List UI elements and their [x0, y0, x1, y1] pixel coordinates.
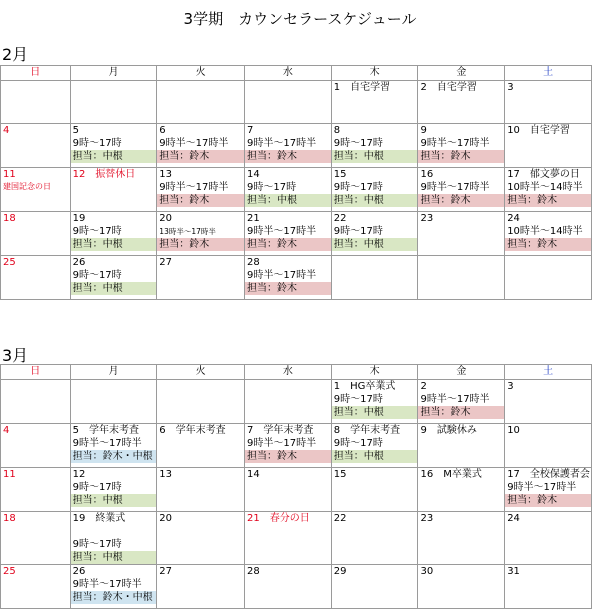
day-number: 15	[333, 469, 347, 480]
counselor-assignment: 担当：中根	[71, 551, 157, 564]
week-row	[1, 565, 592, 609]
day-number: 20	[159, 513, 173, 524]
day-number: 9	[420, 125, 427, 136]
day-cell	[70, 212, 157, 256]
day-number: 30	[420, 566, 434, 577]
day-event: HG卒業式	[350, 381, 396, 392]
day-cell	[157, 212, 245, 256]
week-row	[1, 81, 592, 124]
day-cell	[331, 565, 418, 609]
day-cell	[157, 512, 245, 565]
counselor-assignment: 担当：中根	[332, 150, 418, 163]
day-cell	[157, 124, 245, 168]
weekday-header: 金	[418, 365, 505, 380]
day-number: 7	[247, 425, 254, 436]
day-cell	[418, 81, 505, 124]
day-cell	[70, 168, 157, 212]
day-cell	[1, 380, 71, 424]
counselor-assignment: 担当：中根	[332, 194, 418, 207]
counselor-assignment: 担当：鈴木	[418, 150, 504, 163]
calendar-february	[0, 65, 592, 300]
day-number: 27	[159, 257, 173, 268]
day-cell	[157, 565, 245, 609]
day-cell	[418, 380, 505, 424]
day-cell	[1, 512, 71, 565]
day-cell	[331, 256, 418, 300]
weekday-header: 木	[331, 365, 418, 380]
counseling-hours: 9時～17時	[333, 438, 383, 449]
week-row	[1, 424, 592, 468]
day-number: 28	[247, 566, 260, 577]
day-cell	[1, 81, 71, 124]
day-number: 19	[72, 513, 86, 524]
day-number: 14	[247, 169, 260, 180]
counseling-hours: 9時～17時	[333, 226, 383, 237]
day-number: 20	[159, 213, 173, 224]
counseling-hours: 9時～17時	[72, 138, 122, 149]
counselor-assignment: 担当：中根	[245, 194, 331, 207]
day-cell	[70, 380, 157, 424]
day-number: 21	[247, 213, 260, 224]
day-cell	[1, 468, 71, 512]
day-number: 21	[247, 513, 260, 524]
day-cell	[418, 565, 505, 609]
day-event: 終業式	[95, 513, 126, 524]
counselor-assignment: 担当：鈴木	[505, 494, 591, 507]
counseling-hours: 9時～17時	[333, 394, 383, 405]
day-number: 29	[333, 566, 347, 577]
day-cell	[1, 168, 71, 212]
counselor-assignment: 担当：鈴木	[245, 450, 331, 463]
counselor-assignment: 担当：鈴木・中根	[71, 591, 157, 604]
day-number: 6	[159, 425, 166, 436]
holiday-label: 建国記念の日	[3, 182, 51, 191]
counseling-hours: 9時半～17時半	[420, 138, 490, 149]
counselor-assignment: 担当：中根	[332, 238, 418, 251]
day-number: 16	[420, 469, 434, 480]
counseling-hours: 9時半～17時半	[247, 438, 317, 449]
day-cell	[245, 124, 332, 168]
week-row	[1, 512, 592, 565]
counseling-hours: 10時半～14時半	[507, 182, 583, 193]
counselor-assignment: 担当：鈴木	[418, 194, 504, 207]
week-row	[1, 256, 592, 300]
counseling-hours: 9時半～17時半	[507, 482, 577, 493]
counselor-assignment: 担当：鈴木	[245, 150, 331, 163]
day-number: 5	[72, 125, 79, 136]
day-cell	[157, 256, 245, 300]
counseling-hours: 10時半～14時半	[507, 226, 583, 237]
day-number: 4	[3, 425, 10, 436]
day-number: 8	[333, 425, 341, 436]
day-event: 学年末考査	[175, 425, 226, 436]
counseling-hours: 9時～17時	[72, 270, 122, 281]
counselor-assignment: 担当：中根	[332, 406, 418, 419]
day-cell	[505, 565, 592, 609]
weekday-header: 月	[70, 66, 157, 81]
day-cell	[505, 124, 592, 168]
day-cell	[1, 212, 71, 256]
day-event: 自宅学習	[529, 125, 570, 136]
day-event: 学年末考査	[88, 425, 139, 436]
week-row	[1, 380, 592, 424]
day-cell	[70, 256, 157, 300]
counselor-assignment: 担当：鈴木	[157, 194, 244, 207]
day-number: 25	[3, 566, 16, 577]
day-number: 9	[420, 425, 427, 436]
weekday-header: 月	[70, 365, 157, 380]
counseling-hours: 9時～17時	[333, 138, 383, 149]
day-cell	[418, 512, 505, 565]
counselor-assignment: 担当：鈴木	[157, 150, 244, 163]
day-cell	[1, 124, 71, 168]
counselor-assignment: 担当：鈴木・中根	[71, 450, 157, 463]
counseling-hours: 9時半～17時半	[420, 394, 490, 405]
day-event: 全校保護者会	[529, 469, 590, 480]
day-event: M卒業式	[443, 469, 482, 480]
day-cell	[70, 81, 157, 124]
day-event: 試験休み	[436, 425, 477, 436]
day-cell	[245, 212, 332, 256]
weekday-header: 木	[331, 66, 418, 81]
counseling-hours: 9時半～17時半	[247, 138, 317, 149]
day-cell	[245, 168, 332, 212]
day-number: 23	[420, 513, 434, 524]
counseling-hours: 9時半～17時半	[420, 182, 490, 193]
month-label-mar: 3月	[2, 346, 29, 365]
day-cell	[418, 424, 505, 468]
day-cell	[418, 468, 505, 512]
day-number: 3	[507, 82, 514, 93]
day-cell	[331, 124, 418, 168]
day-cell	[505, 168, 592, 212]
day-number: 28	[247, 257, 260, 268]
day-cell	[157, 468, 245, 512]
counseling-hours: 9時半～17時半	[72, 438, 142, 449]
day-cell	[331, 468, 418, 512]
day-number: 23	[420, 213, 434, 224]
week-row	[1, 168, 592, 212]
day-cell	[331, 168, 418, 212]
day-cell	[70, 565, 157, 609]
day-number: 10	[507, 125, 520, 136]
day-number: 6	[159, 125, 166, 136]
counselor-assignment: 担当：鈴木	[418, 406, 504, 419]
counselor-assignment: 担当：鈴木	[505, 194, 591, 207]
day-number: 22	[333, 513, 347, 524]
day-event: 自宅学習	[436, 82, 477, 93]
day-number: 18	[3, 213, 16, 224]
day-number: 10	[507, 425, 520, 436]
day-cell	[505, 424, 592, 468]
day-cell	[418, 256, 505, 300]
day-cell	[70, 124, 157, 168]
day-number: 13	[159, 469, 173, 480]
day-cell	[245, 424, 332, 468]
weekday-header: 水	[245, 66, 332, 81]
day-cell	[70, 424, 157, 468]
week-row	[1, 468, 592, 512]
day-cell	[245, 565, 332, 609]
day-cell	[245, 380, 332, 424]
counselor-assignment: 担当：鈴木	[245, 282, 331, 295]
day-cell	[1, 424, 71, 468]
day-cell	[418, 124, 505, 168]
counseling-hours: 9時～17時	[72, 226, 122, 237]
day-cell	[157, 424, 245, 468]
day-number: 12	[72, 469, 86, 480]
day-number: 17	[507, 469, 520, 480]
day-cell	[70, 512, 157, 565]
counseling-hours: 13時半～17時半	[159, 227, 216, 236]
month-label-feb: 2月	[2, 45, 29, 64]
counseling-hours: 9時～17時	[333, 182, 383, 193]
day-number: 14	[247, 469, 260, 480]
day-number: 5	[72, 425, 79, 436]
day-event: 振替休日	[95, 169, 136, 180]
day-cell	[1, 565, 71, 609]
counseling-hours: 9時半～17時半	[159, 182, 229, 193]
day-cell	[505, 468, 592, 512]
counseling-hours: 9時半～17時半	[247, 270, 317, 281]
counseling-hours: 9時半～17時半	[247, 226, 317, 237]
counseling-hours: 9時～17時	[247, 182, 297, 193]
day-number: 7	[247, 125, 254, 136]
day-cell	[157, 380, 245, 424]
day-cell	[245, 256, 332, 300]
weekday-header: 火	[157, 66, 245, 81]
counselor-assignment: 担当：中根	[71, 282, 157, 295]
counselor-assignment: 担当：中根	[71, 494, 157, 507]
day-cell	[245, 512, 332, 565]
weekday-header: 土	[505, 66, 592, 81]
day-cell	[331, 512, 418, 565]
day-number: 22	[333, 213, 347, 224]
day-cell	[70, 468, 157, 512]
weekday-header: 日	[1, 66, 71, 81]
weekday-header: 日	[1, 365, 71, 380]
day-cell	[331, 81, 418, 124]
weekday-header: 火	[157, 365, 245, 380]
day-cell	[505, 256, 592, 300]
day-number: 31	[507, 566, 520, 577]
week-row	[1, 212, 592, 256]
day-number: 24	[507, 513, 520, 524]
day-number: 2	[420, 82, 427, 93]
day-number: 26	[72, 257, 86, 268]
day-number: 1	[333, 381, 341, 392]
day-number: 1	[333, 82, 341, 93]
day-number: 25	[3, 257, 16, 268]
counselor-assignment: 担当：鈴木	[157, 238, 244, 251]
day-number: 17	[507, 169, 520, 180]
counseling-hours: 9時半～17時半	[72, 579, 142, 590]
counseling-hours: 9時～17時	[72, 482, 122, 493]
day-number: 16	[420, 169, 434, 180]
day-number: 8	[333, 125, 341, 136]
day-cell	[418, 168, 505, 212]
day-number: 11	[3, 169, 16, 180]
day-number: 13	[159, 169, 173, 180]
day-number: 2	[420, 381, 427, 392]
weekday-header: 水	[245, 365, 332, 380]
calendar-march	[0, 364, 592, 609]
day-number: 24	[507, 213, 520, 224]
day-cell	[157, 168, 245, 212]
day-cell	[505, 81, 592, 124]
day-cell	[157, 81, 245, 124]
counseling-hours: 9時～17時	[72, 539, 122, 550]
day-cell	[1, 256, 71, 300]
weekday-header: 土	[505, 365, 592, 380]
day-cell	[505, 212, 592, 256]
week-row	[1, 124, 592, 168]
day-number: 3	[507, 381, 514, 392]
weekday-header: 金	[418, 66, 505, 81]
page-title: 3学期 カウンセラースケジュール	[183, 10, 417, 28]
day-number: 4	[3, 125, 10, 136]
day-number: 26	[72, 566, 86, 577]
counselor-assignment: 担当：中根	[71, 150, 157, 163]
counselor-assignment: 担当：中根	[332, 450, 418, 463]
counseling-hours: 9時半～17時半	[159, 138, 229, 149]
day-number: 11	[3, 469, 16, 480]
day-cell	[245, 81, 332, 124]
counselor-assignment: 担当：鈴木	[245, 238, 331, 251]
day-number: 15	[333, 169, 347, 180]
day-cell	[331, 212, 418, 256]
day-cell	[418, 212, 505, 256]
day-cell	[505, 512, 592, 565]
day-number: 27	[159, 566, 173, 577]
counselor-assignment: 担当：中根	[71, 238, 157, 251]
day-event: 春分の日	[269, 513, 310, 524]
day-cell	[331, 380, 418, 424]
counselor-assignment: 担当：鈴木	[505, 238, 591, 251]
day-event: 学年末考査	[350, 425, 401, 436]
day-event: 学年末考査	[263, 425, 314, 436]
day-cell	[505, 380, 592, 424]
day-cell	[245, 468, 332, 512]
day-number: 12	[72, 169, 86, 180]
day-event: 自宅学習	[350, 82, 391, 93]
day-cell	[331, 424, 418, 468]
day-number: 19	[72, 213, 86, 224]
day-event: 郁文夢の日	[529, 169, 580, 180]
day-number: 18	[3, 513, 16, 524]
